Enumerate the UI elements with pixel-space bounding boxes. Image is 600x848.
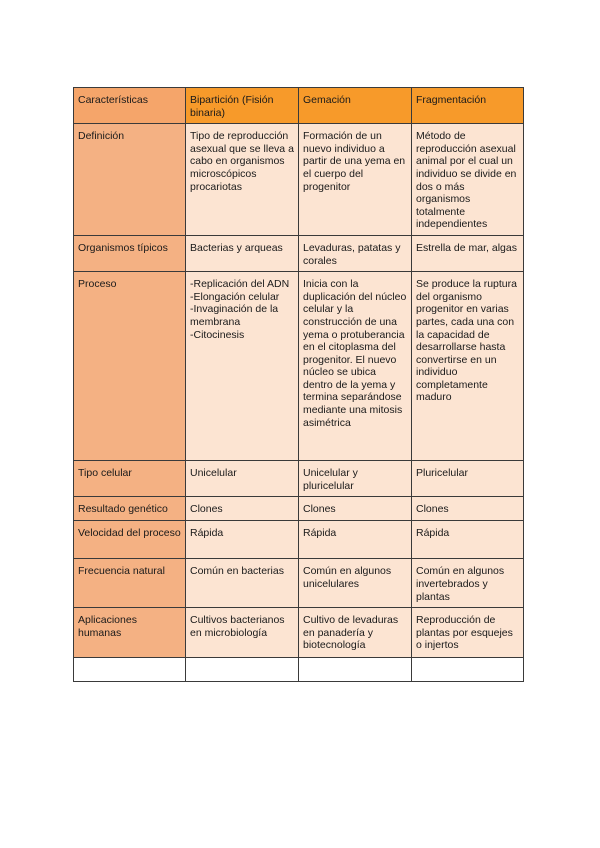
row-label-speed: Velocidad del proceso <box>74 521 186 559</box>
row-human-applications <box>74 608 524 658</box>
header-budding: Gemación <box>299 88 412 124</box>
comparison-table <box>73 87 524 682</box>
cell-speed-binary-fission: Rápida <box>186 521 299 559</box>
cell-process-fragmentation: Se produce la ruptura del organismo progenitor en varias partes, cada una con la capacidad de desarrollarse hasta convertirse en un individuo completamente maduro <box>412 272 524 461</box>
row-genetic-result <box>74 497 524 521</box>
empty-row <box>74 658 524 682</box>
empty-cell <box>186 658 299 682</box>
cell-frequency-binary-fission: Común en bacterias <box>186 559 299 608</box>
cell-frequency-fragmentation: Común en algunos invertebrados y plantas <box>412 559 524 608</box>
empty-cell <box>299 658 412 682</box>
row-definition <box>74 124 524 236</box>
cell-organisms-budding: Levaduras, patatas y corales <box>299 235 412 271</box>
cell-process-binary-fission <box>186 272 299 461</box>
cell-genetic-fragmentation: Clones <box>412 497 524 521</box>
cell-celltype-binary-fission: Unicelular <box>186 461 299 497</box>
row-label-natural-frequency: Frecuencia natural <box>74 559 186 608</box>
row-label-process: Proceso <box>74 272 186 461</box>
cell-organisms-binary-fission: Bacterias y arqueas <box>186 235 299 271</box>
cell-applications-budding: Cultivo de levaduras en panadería y biotecnología <box>299 608 412 658</box>
cell-speed-budding: Rápida <box>299 521 412 559</box>
row-process <box>74 272 524 461</box>
row-label-genetic-result: Resultado genético <box>74 497 186 521</box>
header-binary-fission: Bipartición (Fisión binaria) <box>186 88 299 124</box>
header-fragmentation: Fragmentación <box>412 88 524 124</box>
cell-genetic-binary-fission: Clones <box>186 497 299 521</box>
cell-process-budding: Inicia con la duplicación del núcleo celular y la construcción de una yema o protuberancia en el citoplasma del progenitor. El nuevo núcleo se ubica dentro de la yema y termina separándose mediante una mitosis asimétrica <box>299 272 412 461</box>
cell-celltype-fragmentation: Pluricelular <box>412 461 524 497</box>
row-label-definition: Definición <box>74 124 186 236</box>
cell-definition-budding: Formación de un nuevo individuo a partir de una yema en el cuerpo del progenitor <box>299 124 412 236</box>
cell-applications-binary-fission: Cultivos bacterianos en microbiología <box>186 608 299 658</box>
process-steps: -Replicación del ADN -Elongación celular -Invaginación de la membrana -Citocinesis <box>190 278 290 341</box>
row-cell-type <box>74 461 524 497</box>
cell-definition-binary-fission: Tipo de reproducción asexual que se lleva a cabo en organismos microscópicos procariotas <box>186 124 299 236</box>
row-natural-frequency <box>74 559 524 608</box>
row-label-human-applications: Aplicaciones humanas <box>74 608 186 658</box>
header-characteristics: Características <box>74 88 186 124</box>
cell-definition-fragmentation: Método de reproducción asexual animal por el cual un individuo se divide en dos o más organismos totalmente independientes <box>412 124 524 236</box>
empty-cell <box>412 658 524 682</box>
row-speed <box>74 521 524 559</box>
cell-organisms-fragmentation: Estrella de mar, algas <box>412 235 524 271</box>
row-typical-organisms <box>74 235 524 271</box>
header-row <box>74 88 524 124</box>
empty-cell <box>74 658 186 682</box>
cell-celltype-budding: Unicelular y pluricelular <box>299 461 412 497</box>
row-label-typical-organisms: Organismos típicos <box>74 235 186 271</box>
row-label-cell-type: Tipo celular <box>74 461 186 497</box>
cell-genetic-budding: Clones <box>299 497 412 521</box>
cell-frequency-budding: Común en algunos unicelulares <box>299 559 412 608</box>
cell-applications-fragmentation: Reproducción de plantas por esquejes o injertos <box>412 608 524 658</box>
cell-speed-fragmentation: Rápida <box>412 521 524 559</box>
